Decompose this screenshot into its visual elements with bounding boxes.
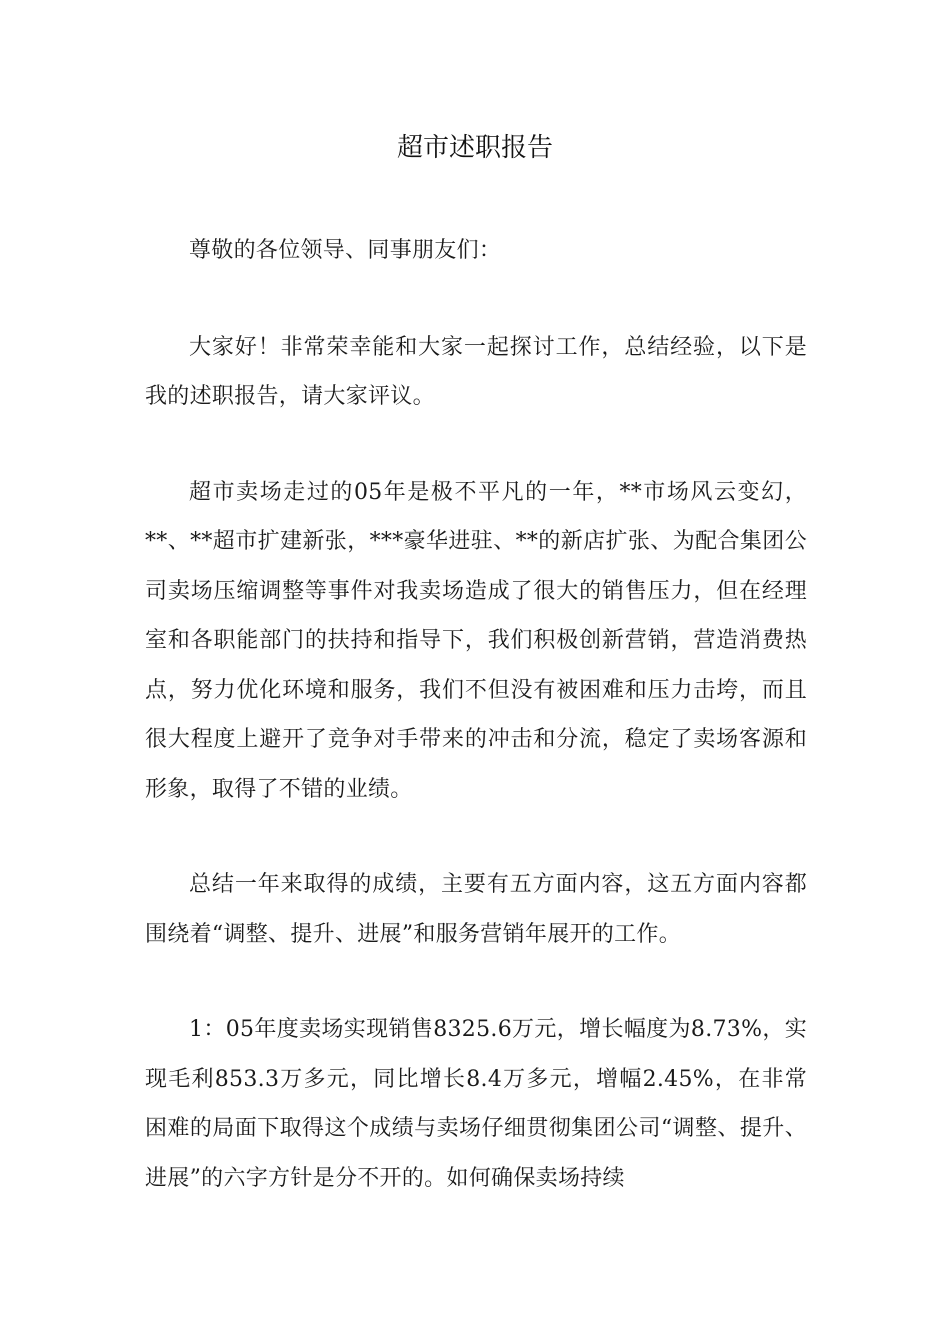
salutation-paragraph: 尊敬的各位领导、同事朋友们： [189,238,502,263]
summary-paragraph: 总结一年来取得的成绩，主要有五方面内容，这五方面内容都围绕着“调整、提升、进展”和服务营销年展开的工作。 [145,872,807,947]
overview-paragraph: 超市卖场走过的05年是极不平凡的一年，**市场风云变幻，**、**超市扩建新张，***豪华进驻、**的新店扩张、为配合集团公司卖场压缩调整等事件对我卖场造成了很大的销售压力，但在经理室和各职能部门的扶持和指导下，我们积极创新营销，营造消费热点，努力优化环境和服务，我们不但没有被困难和压力击垮，而且很大程度上避开了竞争对手带来的冲击和分流，稳定了卖场客源和形象，取得了不错的业绩。 [145,479,807,802]
achievement-paragraph-1: 1：05年度卖场实现销售8325.6万元，增长幅度为8.73%，实现毛利853.3万多元，同比增长8.4万多元，增幅2.45%，在非常困难的局面下取得这个成绩与卖场仔细贯彻集团公司“调整、提升、进展”的六字方针是分不开的。如何确保卖场持续 [145,1017,807,1191]
document-title: 超市述职报告 [396,133,553,163]
greeting-paragraph: 大家好！非常荣幸能和大家一起探讨工作，总结经验，以下是我的述职报告，请大家评议。 [145,334,807,409]
document-body [145,226,807,1249]
